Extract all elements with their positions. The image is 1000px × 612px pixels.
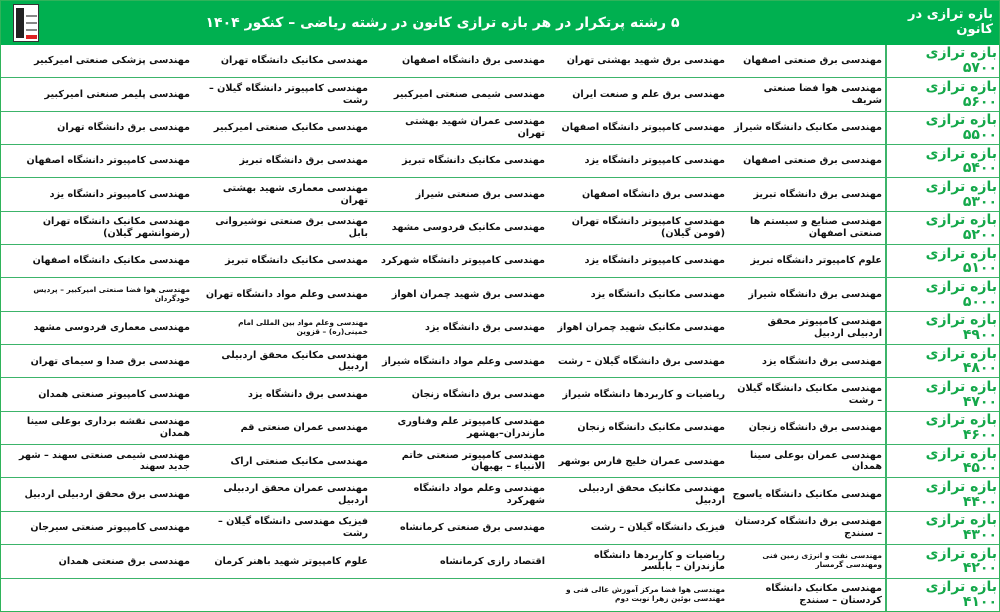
kanoon-logo <box>13 4 39 42</box>
table-row <box>0 579 1000 612</box>
major-cell: مهندسی هوا فضا صنعتی شریف <box>763 83 882 106</box>
major-cell: مهندسی برق دانشگاه یزد <box>425 322 545 334</box>
major-cell: مهندسی مکانیک محقق اردبیلی اردبیل <box>578 483 725 506</box>
table-row <box>0 78 1000 111</box>
major-cell: مهندسی برق صنعتی نوشیروانی بابل <box>215 216 368 239</box>
major-cell: مهندسی برق صنعتی کرمانشاه <box>400 522 545 534</box>
major-cell: مهندسی پلیمر صنعتی امیرکبیر <box>44 88 190 100</box>
major-cell: مهندسی کامپیوتر دانشگاه تهران (فومن گیلان) <box>571 216 725 239</box>
table-row <box>0 245 1000 278</box>
major-cell: مهندسی کامپیوتر دانشگاه گیلان – رشت <box>209 83 368 106</box>
major-cell: اقتصاد رازی کرمانشاه <box>440 555 545 567</box>
major-cell: مهندسی هوا فضا مرکز آموزش عالی فنی و مهندسی بوئین زهرا نوبت دوم <box>566 584 725 603</box>
range-label: بازه ترازی ۴۹۰۰ <box>885 312 1000 344</box>
range-label: بازه ترازی ۴۴۰۰ <box>885 478 1000 510</box>
major-cell: مهندسی عمران بوعلی سینا همدان <box>750 449 882 473</box>
major-cell: مهندسی کامپیوتر صنعتی همدان <box>38 388 190 400</box>
major-cell: مهندسی برق دانشگاه گیلان – رشت <box>557 355 725 367</box>
major-cell: مهندسی برق علم و صنعت ایران <box>572 88 725 100</box>
major-cell: مهندسی مکانیک دانشگاه یاسوج <box>732 488 882 500</box>
major-cell: مهندسی صنایع و سیستم ها صنعتی اصفهان <box>750 216 882 239</box>
table-row <box>0 45 1000 78</box>
table-row <box>0 112 1000 145</box>
major-cell: مهندسی مکانیک فردوسی مشهد <box>391 222 545 234</box>
major-cell: مهندسی برق دانشگاه زنجان <box>411 388 545 400</box>
table-header <box>0 0 1000 45</box>
table-row <box>0 445 1000 478</box>
table-row <box>0 512 1000 545</box>
major-cell: مهندسی برق محقق اردبیلی اردبیل <box>24 488 190 500</box>
major-cell: مهندسی کامپیوتر صنعتی خاتم الانبیاء – بهبهان <box>401 449 545 473</box>
major-cell: مهندسی برق دانشگاه اصفهان <box>401 55 545 67</box>
table-row <box>0 378 1000 411</box>
table-row <box>0 212 1000 245</box>
major-cell: مهندسی مکانیک دانشگاه زنجان <box>577 422 725 434</box>
major-cell: مهندسی برق صدا و سیمای تهران <box>30 355 190 367</box>
major-cell: مهندسی کامپیوتر علم وفناوری مازندران–بهشهر <box>397 416 545 439</box>
range-label: بازه ترازی ۴۲۰۰ <box>885 545 1000 577</box>
major-cell: مهندسی هوا فضا صنعتی امیرکبیر – پردیس خودگردان <box>33 284 190 303</box>
major-cell: مهندسی مکانیک محقق اردبیلی اردبیل <box>221 349 368 373</box>
major-cell: مهندسی شیمی صنعتی سهند – شهر جدید سهند <box>18 449 190 473</box>
major-cell: مهندسی برق دانشگاه کردستان – سنندج <box>734 516 882 539</box>
major-cell: مهندسی برق دانشگاه تبریز <box>753 188 882 200</box>
major-cell: مهندسی کامپیوتر دانشگاه یزد <box>49 188 190 200</box>
major-cell: مهندسی مکانیک دانشگاه تهران (رضوانشهر گیلان) <box>42 216 190 239</box>
major-cell: مهندسی برق دانشگاه تبریز <box>239 155 368 167</box>
major-cell: علوم کامپیوتر شهید باهنر کرمان <box>214 555 368 567</box>
range-label: بازه ترازی ۴۳۰۰ <box>885 512 1000 544</box>
major-cell: مهندسی برق دانشگاه شیراز <box>748 288 882 300</box>
range-label: بازه ترازی ۴۵۰۰ <box>885 445 1000 477</box>
range-label: بازه ترازی ۵۵۰۰ <box>885 112 1000 144</box>
range-column-header: بازه ترازی در کانون <box>885 0 1000 45</box>
major-cell: مهندسی برق دانشگاه اصفهان <box>581 188 725 200</box>
major-cell: مهندسی برق دانشگاه یزد <box>248 388 368 400</box>
major-cell: مهندسی عمران محقق اردبیلی اردبیل <box>223 483 368 506</box>
range-label: بازه ترازی ۴۶۰۰ <box>885 412 1000 444</box>
major-cell: مهندسی شیمی صنعتی امیرکبیر <box>393 88 545 100</box>
major-cell: مهندسی مکانیک دانشگاه گیلان – رشت <box>737 383 882 406</box>
major-cell: مهندسی برق صنعتی همدان <box>58 555 190 567</box>
graduate-figure-icon <box>16 8 24 38</box>
major-cell: فیزیک مهندسی دانشگاه گیلان – رشت <box>217 516 368 539</box>
major-cell: مهندسی نفت و انرژی زمین فنی ومهندسی گرمسار <box>762 551 882 570</box>
major-cell: مهندسی کامپیوتر دانشگاه یزد <box>584 155 725 167</box>
range-label: بازه ترازی ۵۷۰۰ <box>885 45 1000 77</box>
major-cell: مهندسی کامپیوتر صنعتی سیرجان <box>30 522 190 534</box>
major-cell: مهندسی وعلم مواد دانشگاه شهرکرد <box>413 483 545 506</box>
range-label: بازه ترازی ۵۶۰۰ <box>885 78 1000 110</box>
major-cell: مهندسی مکانیک دانشگاه اصفهان <box>32 255 190 267</box>
major-cell: مهندسی برق شهید بهشتی تهران <box>566 55 725 67</box>
major-cell: مهندسی برق صنعتی اصفهان <box>743 55 882 67</box>
major-cell: مهندسی کامپیوتر دانشگاه شهرکرد <box>380 255 545 267</box>
major-cell: مهندسی نقشه برداری بوعلی سینا همدان <box>26 416 190 439</box>
table-row <box>0 145 1000 178</box>
majors-table <box>0 45 1000 612</box>
major-cell: ریاضیات و کاربردها دانشگاه مازندران – بابلسر <box>593 549 725 573</box>
table-row <box>0 478 1000 511</box>
range-label: بازه ترازی ۵۱۰۰ <box>885 245 1000 277</box>
range-label: بازه ترازی ۵۲۰۰ <box>885 212 1000 244</box>
major-cell: مهندسی عمران صنعتی قم <box>240 422 368 434</box>
major-cell: مهندسی کامپیوتر دانشگاه یزد <box>584 255 725 267</box>
major-cell: مهندسی برق صنعتی اصفهان <box>743 155 882 167</box>
range-label: بازه ترازی ۴۷۰۰ <box>885 378 1000 410</box>
table-row <box>0 178 1000 211</box>
major-cell: مهندسی برق دانشگاه یزد <box>762 355 882 367</box>
major-cell: مهندسی مکانیک دانشگاه تهران <box>220 55 368 67</box>
major-cell: مهندسی مکانیک دانشگاه شیراز <box>734 122 882 134</box>
major-cell: مهندسی مکانیک صنعتی امیرکبیر <box>213 122 368 134</box>
major-cell: مهندسی مکانیک شهید چمران اهواز <box>557 322 725 334</box>
major-cell: مهندسی کامپیوتر دانشگاه اصفهان <box>561 122 725 134</box>
major-cell: مهندسی وعلم مواد دانشگاه تهران <box>205 288 368 300</box>
major-cell: مهندسی پزشکی صنعتی امیرکبیر <box>34 55 190 67</box>
major-cell: مهندسی مکانیک دانشگاه یزد <box>590 288 725 300</box>
major-cell: مهندسی مکانیک دانشگاه تبریز <box>402 155 545 167</box>
range-label: بازه ترازی ۵۴۰۰ <box>885 145 1000 177</box>
table-row <box>0 312 1000 345</box>
major-cell: ریاضیات و کاربردها دانشگاه شیراز <box>562 388 725 400</box>
major-cell: مهندسی کامپیوتر محقق اردبیلی اردبیل <box>767 316 882 339</box>
major-cell: مهندسی معماری فردوسی مشهد <box>33 322 190 334</box>
major-cell: مهندسی برق شهید چمران اهواز <box>391 288 545 300</box>
major-cell: مهندسی مکانیک دانشگاه کردستان – سنندج <box>765 583 882 606</box>
major-cell: مهندسی مکانیک دانشگاه تبریز <box>225 255 368 267</box>
major-cell: مهندسی مکانیک صنعتی اراک <box>230 455 368 467</box>
major-cell: مهندسی برق صنعتی شیراز <box>415 188 545 200</box>
range-label: بازه ترازی ۵۰۰۰ <box>885 278 1000 310</box>
table-row <box>0 545 1000 578</box>
major-cell: مهندسی برق دانشگاه تهران <box>57 122 190 134</box>
major-cell: مهندسی عمران خلیج فارس بوشهر <box>558 455 725 467</box>
major-cell: مهندسی کامپیوتر دانشگاه اصفهان <box>26 155 190 167</box>
range-label: بازه ترازی ۴۸۰۰ <box>885 345 1000 377</box>
table-row <box>0 412 1000 445</box>
major-cell: مهندسی وعلم مواد دانشگاه شیراز <box>382 355 545 367</box>
major-cell: فیزیک دانشگاه گیلان – رشت <box>590 522 725 534</box>
range-label: بازه ترازی ۵۳۰۰ <box>885 178 1000 210</box>
table-row <box>0 278 1000 311</box>
major-cell: علوم کامپیوتر دانشگاه تبریز <box>750 255 882 267</box>
table-row <box>0 345 1000 378</box>
range-label: بازه ترازی ۴۱۰۰ <box>885 579 1000 611</box>
major-cell: مهندسی عمران شهید بهشتی تهران <box>405 116 545 139</box>
major-cell: مهندسی برق دانشگاه زنجان <box>748 422 882 434</box>
page-title: ۵ رشته پرتکرار در هر بازه ترازی کانون در رشته ریاضی – کنکور ۱۴۰۴ <box>205 14 680 31</box>
major-cell: مهندسی وعلم مواد بین المللی امام خمینی(ره) – قزوین <box>238 318 368 336</box>
major-cell: مهندسی معماری شهید بهشتی تهران <box>222 183 368 206</box>
